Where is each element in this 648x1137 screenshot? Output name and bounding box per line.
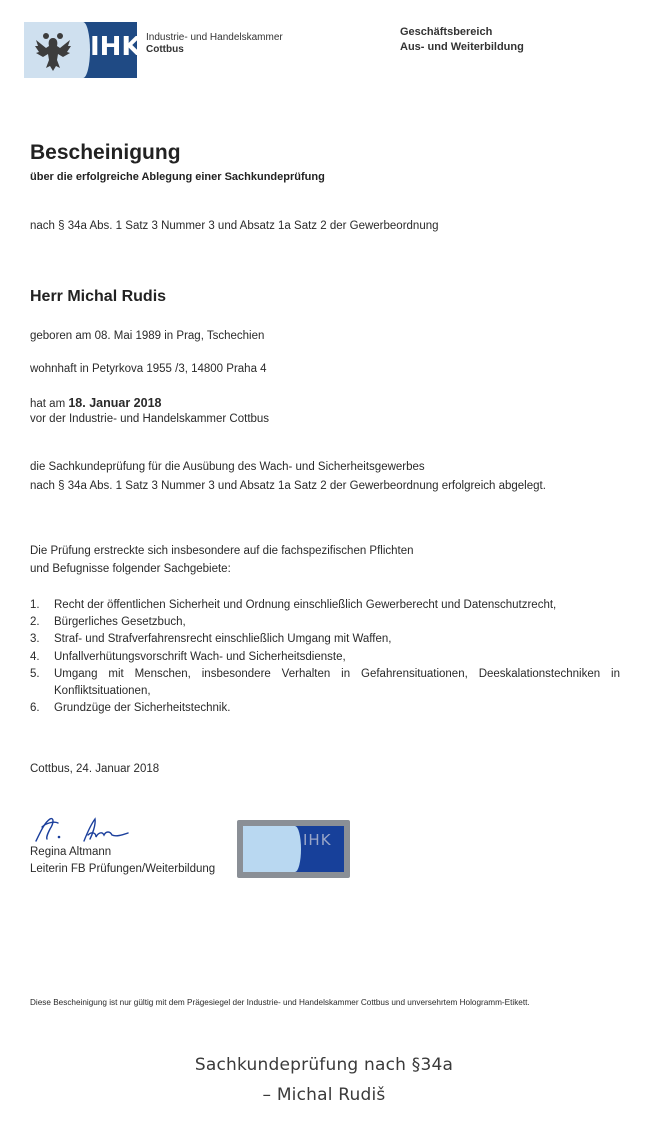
signer-role: Leiterin FB Prüfungen/Weiterbildung xyxy=(30,863,216,875)
list-item: 4. Unfallverhütungsvorschrift Wach- und Sicherheitsdienste, xyxy=(30,650,346,663)
exam-statement-line1: die Sachkundeprüfung für die Ausübung des Wach- und Sicherheitsgewerbes xyxy=(30,461,425,473)
exam-date-line xyxy=(30,396,161,410)
organization-name xyxy=(146,32,283,56)
list-item: 5. Umgang mit Menschen, insbesondere Verhalten in Gefahrensituationen, Deeskalationstechniken in Konfliktsituationen, xyxy=(30,667,620,698)
list-item: 6. Grundzüge der Sicherheitstechnik. xyxy=(30,702,231,715)
place-and-date: Cottbus, 24. Januar 2018 xyxy=(30,763,160,775)
list-item: 3. Straf- und Strafverfahrensrecht einschließlich Umgang mit Waffen, xyxy=(30,633,392,646)
validity-footnote: Diese Bescheinigung ist nur gültig mit dem Prägesiegel der Industrie- und Handelskammer Cottbus und unversehrtem Hologramm-Etikett. xyxy=(30,998,530,1007)
exam-authority: vor der Industrie- und Handelskammer Cottbus xyxy=(30,413,270,425)
department-line1: Geschäftsbereich xyxy=(400,26,493,38)
subject-list xyxy=(30,597,620,717)
document-title: Bescheinigung xyxy=(30,141,181,164)
legal-basis: nach § 34a Abs. 1 Satz 3 Nummer 3 und Absatz 1a Satz 2 der Gewerbeordnung xyxy=(30,220,439,232)
signature xyxy=(32,815,132,845)
department-line2: Aus- und Weiterbildung xyxy=(400,41,524,53)
org-name-line2: Cottbus xyxy=(146,44,184,55)
exam-statement-line2: nach § 34a Abs. 1 Satz 3 Nummer 3 und Absatz 1a Satz 2 der Gewerbeordnung erfolgreich abgelegt. xyxy=(30,480,546,492)
eagle-emblem-icon xyxy=(34,30,72,72)
hologram-text: IHK xyxy=(303,831,332,849)
list-item: 2. Bürgerliches Gesetzbuch, xyxy=(30,616,186,629)
exam-date: 18. Januar 2018 xyxy=(68,396,162,410)
ihk-logo xyxy=(24,22,142,78)
scope-line2: und Befugnisse folgender Sachgebiete: xyxy=(30,563,231,575)
birth-info: geboren am 08. Mai 1989 in Prag, Tschechien xyxy=(30,330,265,342)
exam-date-prefix: hat am xyxy=(30,398,69,410)
hologram-label xyxy=(237,820,350,878)
address-info: wohnhaft in Petyrkova 1955 /3, 14800 Praha 4 xyxy=(30,363,267,375)
recipient-name: Herr Michal Rudis xyxy=(30,288,167,305)
signer-name: Regina Altmann xyxy=(30,846,112,858)
org-name-line1: Industrie- und Handelskammer xyxy=(146,32,283,43)
scope-line1: Die Prüfung erstreckte sich insbesondere auf die fachspezifischen Pflichten xyxy=(30,545,414,557)
department xyxy=(400,25,524,55)
document-subtitle: über die erfolgreiche Ablegung einer Sachkundeprüfung xyxy=(30,171,325,183)
list-item: 1. Recht der öffentlichen Sicherheit und Ordnung einschließlich Gewerberecht und Datenschutzrecht, xyxy=(30,599,557,611)
logo-text: IHK xyxy=(90,32,142,62)
caption-line2: – Michal Rudiš xyxy=(262,1085,386,1105)
caption-line1: Sachkundeprüfung nach §34a xyxy=(194,1055,454,1075)
